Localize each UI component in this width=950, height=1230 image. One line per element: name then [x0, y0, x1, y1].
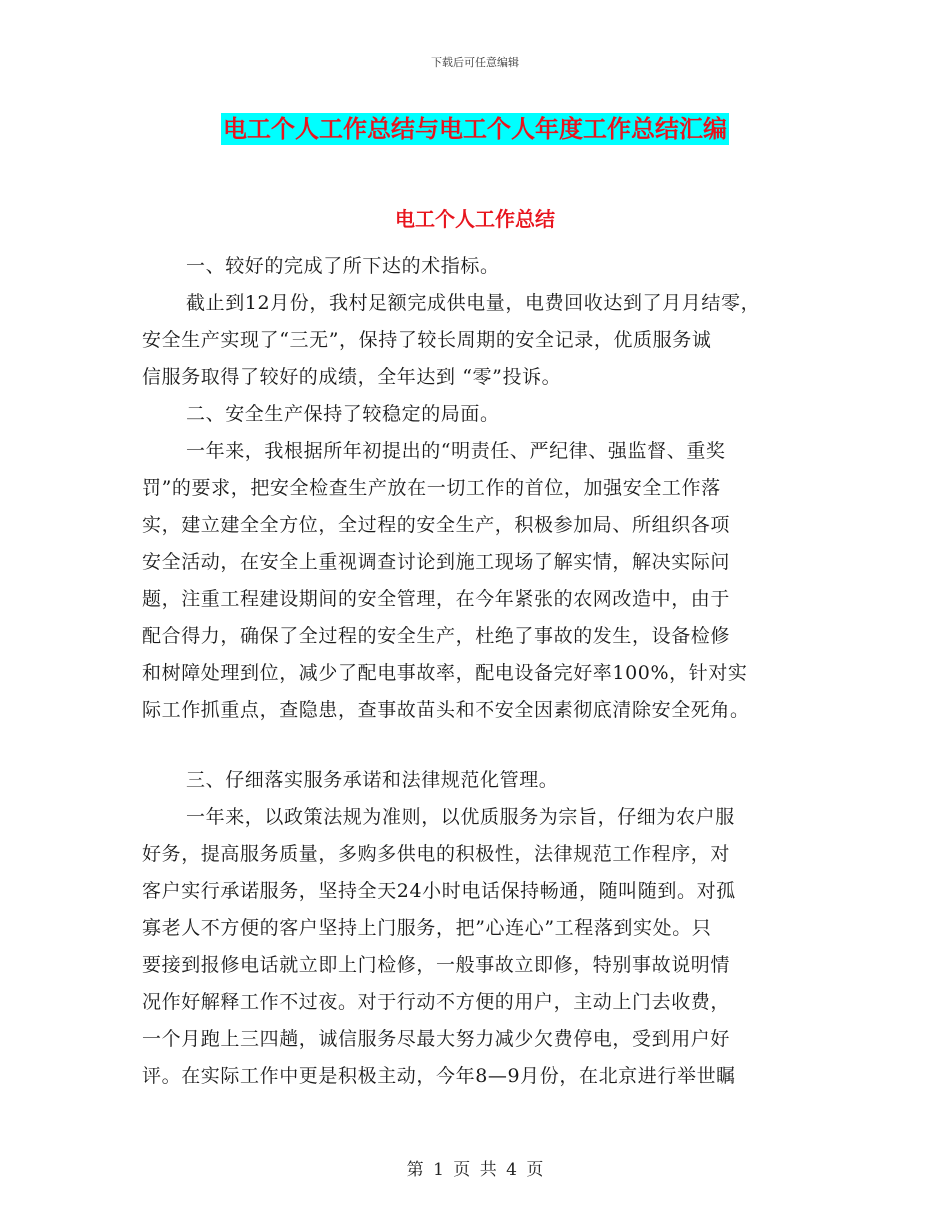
paragraph-line: 安全活动，在安全上重视调查讨论到施工现场了解实情，解决实际问 [142, 551, 731, 573]
paragraph-line: 况作好解释工作不过夜。对于行动不方便的用户，主动上门去收费， [142, 991, 731, 1013]
heading-1: 一、较好的完成了所下达的术指标。 [186, 255, 500, 277]
document-title: 电工个人工作总结与电工个人年度工作总结汇编 [223, 115, 727, 143]
paragraph-line: 安全生产实现了“三无”，保持了较长周期的安全记录，优质服务诚 [142, 329, 712, 351]
paragraph-line: 要接到报修电话就立即上门检修，一般事故立即修，特别事故说明情 [142, 954, 731, 976]
paragraph-line: 际工作抓重点，查隐患，查事故苗头和不安全因素彻底清除安全死角。 [142, 699, 750, 721]
section-title: 电工个人工作总结 [395, 207, 555, 231]
paragraph-line: 题，注重工程建设期间的安全管理，在今年紧张的农网改造中，由于 [142, 588, 731, 610]
heading-2: 二、安全生产保持了较稳定的局面。 [186, 403, 500, 425]
paragraph-line: 一年来，我根据所年初提出的“明责任、严纪律、强监督、重奖 [186, 440, 726, 462]
heading-3: 三、仔细落实服务承诺和法律规范化管理。 [186, 769, 559, 791]
paragraph-line: 实，建立建全全方位，全过程的安全生产，积极参加局、所组织各项 [142, 514, 731, 536]
paragraph-line: 寡老人不方便的客户坚持上门服务，把”心连心”工程落到实处。只 [142, 917, 712, 939]
paragraph-line: 一年来，以政策法规为准则，以优质服务为宗旨，仔细为农户服 [186, 806, 735, 828]
paragraph-line: 和树障处理到位，减少了配电事故率，配电设备完好率100%，针对实 [142, 662, 748, 684]
paragraph-line: 截止到12月份，我村足额完成供电量，电费回收达到了月月结零， [186, 292, 761, 314]
page-header-note: 下载后可任意编辑 [431, 56, 519, 69]
paragraph-line: 一个月跑上三四趟，诚信服务尽最大努力减少欠费停电，受到用户好 [142, 1028, 731, 1050]
paragraph-line: 罚”的要求，把安全检查生产放在一切工作的首位，加强安全工作落 [142, 477, 721, 499]
paragraph-line: 配合得力，确保了全过程的安全生产，杜绝了事故的发生，设备检修 [142, 625, 731, 647]
page-number: 第 1 页 共 4 页 [406, 1160, 544, 1180]
paragraph-line: 客户实行承诺服务，坚持全天24小时电话保持畅通，随叫随到。对孤 [142, 880, 736, 902]
paragraph-line: 评。在实际工作中更是积极主动，今年8—9月份，在北京进行举世瞩 [142, 1065, 736, 1087]
paragraph-line: 好务，提高服务质量，多购多供电的积极性，法律规范工作程序，对 [142, 843, 731, 865]
paragraph-line: 信服务取得了较好的成绩，全年达到 “零”投诉。 [142, 366, 562, 388]
